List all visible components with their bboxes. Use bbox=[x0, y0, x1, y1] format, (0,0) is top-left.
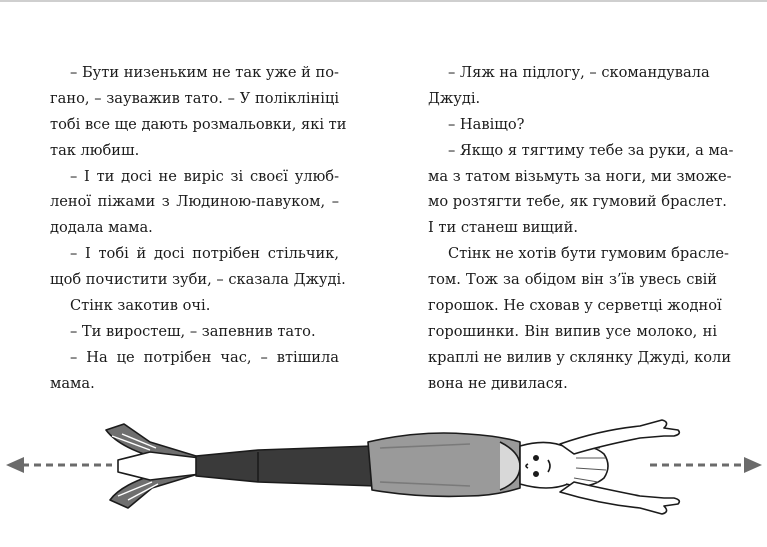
text-line: том. Тож за обідом він з’їв увесь свій bbox=[428, 271, 717, 289]
left-arrow-icon bbox=[6, 457, 112, 473]
text-line: ма з татом візьмуть за ноги, ми зможе- bbox=[428, 167, 732, 185]
text-line: леної піжами з Людиною-павуком, – bbox=[50, 193, 339, 211]
text-line: Джуді. bbox=[428, 89, 481, 107]
text-line: – Бути низеньким не так уже й по- bbox=[70, 64, 339, 81]
stretched-boy-illustration bbox=[0, 412, 767, 522]
boy-figure bbox=[106, 420, 679, 514]
text-line: І ти станеш вищий. bbox=[428, 219, 578, 237]
text-line: тобі все ще дають розмальовки, які ти bbox=[50, 115, 347, 133]
text-line: мо розтягти тебе, як гумовий браслет. bbox=[428, 193, 727, 211]
text-line: мама. bbox=[50, 374, 95, 392]
boy-head bbox=[520, 442, 608, 488]
text-line: – Ляж на підлогу, – скомандувала bbox=[448, 64, 710, 81]
right-text-column bbox=[428, 60, 734, 397]
text-line: горошок. Не сховав у серветці жодної bbox=[428, 297, 722, 315]
text-line: так любиш. bbox=[50, 141, 140, 159]
text-line: горошинки. Він випив усе молоко, ні bbox=[428, 322, 717, 340]
torso bbox=[368, 433, 520, 496]
text-line: – І тобі й досі потрібен стільчик, bbox=[70, 245, 339, 263]
text-line: – Ти виростеш, – запевнив тато. bbox=[70, 322, 316, 340]
text-line: додала мама. bbox=[50, 219, 153, 237]
text-line: краплі не вилив у склянку Джуді, коли bbox=[428, 348, 732, 366]
left-text-column bbox=[50, 60, 347, 397]
text-line: Стінк не хотів бути гумовим брасле- bbox=[448, 245, 729, 263]
text-line: гано, – зауважив тато. – У поліклініці bbox=[50, 89, 339, 107]
text-line: – І ти досі не виріс зі своєї улюб- bbox=[70, 167, 339, 185]
text-line: Стінк закотив очі. bbox=[70, 297, 211, 315]
text-line: – Навіщо? bbox=[448, 115, 525, 133]
text-line: – Якщо я тягтиму тебе за руки, а ма- bbox=[448, 141, 734, 159]
text-line: вона не дивилася. bbox=[428, 374, 568, 392]
text-line: щоб почистити зуби, – сказала Джуді. bbox=[50, 271, 346, 289]
top-divider bbox=[0, 0, 767, 2]
text-line: – На це потрібен час, – втішила bbox=[70, 348, 339, 366]
right-arrow-icon bbox=[650, 457, 762, 473]
legs bbox=[196, 446, 376, 486]
shoes bbox=[106, 424, 200, 508]
